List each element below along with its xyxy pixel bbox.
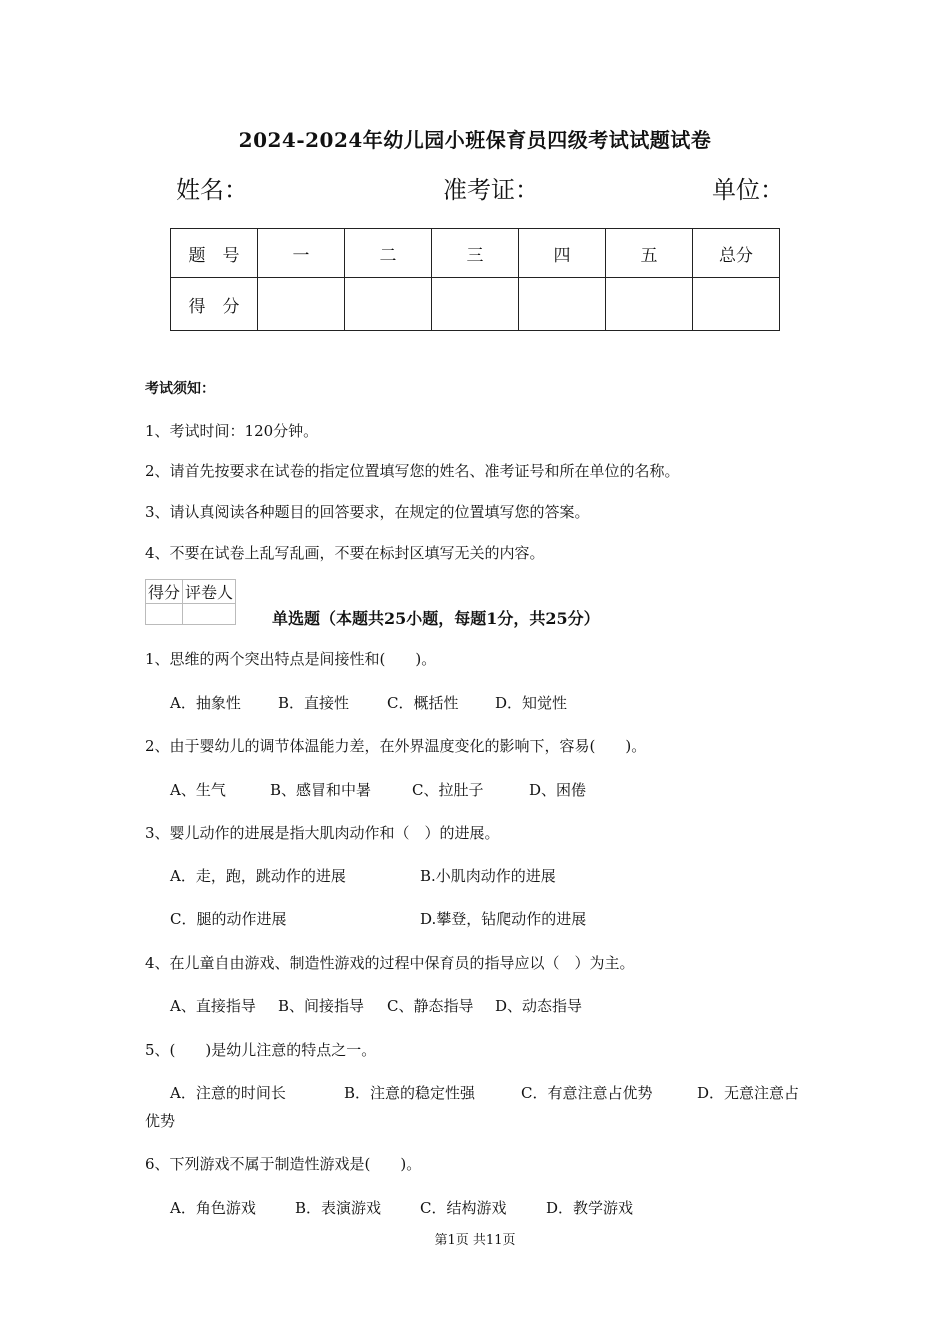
question-stem: 3、婴儿动作的进展是指大肌肉动作和（ ）的进展。 — [145, 824, 500, 842]
section-title: 单选题（本题共25小题，每题1分，共25分） — [272, 609, 600, 628]
option: C．概括性 — [387, 694, 459, 712]
score-cell[interactable] — [519, 278, 606, 331]
notice-item: 1、考试时间：120分钟。 — [145, 422, 319, 440]
score-header-5: 五 — [606, 229, 693, 278]
question-stem: 2、由于婴幼儿的调节体温能力差，在外界温度变化的影响下，容易( )。 — [145, 737, 647, 755]
grader-reviewer-label: 评卷人 — [183, 580, 236, 604]
option: B、间接指导 — [278, 997, 365, 1015]
option: A．走，跑，跳动作的进展 — [170, 867, 346, 885]
score-cell[interactable] — [693, 278, 780, 331]
name-label: 姓名： — [176, 176, 248, 204]
option: D．无意注意占 — [697, 1084, 800, 1102]
option: B．注意的稳定性强 — [344, 1084, 476, 1102]
option: A、生气 — [170, 781, 226, 799]
exam-id-label: 准考证： — [443, 176, 539, 204]
option: D、困倦 — [529, 781, 587, 799]
option: C、静态指导 — [387, 997, 474, 1015]
option: A．注意的时间长 — [170, 1084, 286, 1102]
score-header-2: 二 — [345, 229, 432, 278]
score-header-3: 三 — [432, 229, 519, 278]
option: C．结构游戏 — [420, 1199, 507, 1217]
score-header-label: 题 号 — [171, 229, 258, 278]
option: D．教学游戏 — [546, 1199, 634, 1217]
option: B．表演游戏 — [295, 1199, 382, 1217]
question-stem: 4、在儿童自由游戏、制造性游戏的过程中保育员的指导应以（ ）为主。 — [145, 954, 635, 972]
score-row-label: 得 分 — [171, 278, 258, 331]
grader-reviewer-cell[interactable] — [183, 604, 236, 625]
score-cell[interactable] — [258, 278, 345, 331]
option: B、感冒和中暑 — [270, 781, 372, 799]
exam-title: 2024-2024年幼儿园小班保育员四级考试试题试卷 — [238, 128, 712, 152]
score-header-4: 四 — [519, 229, 606, 278]
score-cell[interactable] — [606, 278, 693, 331]
score-header-total: 总分 — [693, 229, 780, 278]
option: D．知觉性 — [495, 694, 568, 712]
score-cell[interactable] — [345, 278, 432, 331]
option: C、拉肚子 — [412, 781, 484, 799]
notice-item: 3、请认真阅读各种题目的回答要求，在规定的位置填写您的答案。 — [145, 503, 590, 521]
option-wrap: 优势 — [145, 1112, 176, 1130]
question-stem: 1、思维的两个突出特点是间接性和( )。 — [145, 650, 437, 668]
unit-label: 单位： — [712, 176, 784, 204]
option: C．腿的动作进展 — [170, 910, 287, 928]
score-header-1: 一 — [258, 229, 345, 278]
question-stem: 5、( )是幼儿注意的特点之一。 — [145, 1041, 377, 1059]
option: B．直接性 — [278, 694, 350, 712]
option: B.小肌肉动作的进展 — [420, 867, 556, 885]
grader-score-cell[interactable] — [146, 604, 183, 625]
option: D.攀登，钻爬动作的进展 — [420, 910, 587, 928]
score-cell[interactable] — [432, 278, 519, 331]
option: D、动态指导 — [495, 997, 583, 1015]
question-stem: 6、下列游戏不属于制造性游戏是( )。 — [145, 1155, 422, 1173]
option: C．有意注意占优势 — [521, 1084, 653, 1102]
option: A．角色游戏 — [170, 1199, 256, 1217]
page-footer: 第1页 共11页 — [434, 1233, 516, 1248]
score-table — [170, 228, 780, 331]
grader-box — [145, 579, 236, 625]
grader-score-label: 得分 — [146, 580, 183, 604]
option: A、直接指导 — [170, 997, 256, 1015]
notice-title: 考试须知： — [145, 381, 215, 397]
notice-item: 4、不要在试卷上乱写乱画，不要在标封区填写无关的内容。 — [145, 544, 545, 562]
option: A．抽象性 — [170, 694, 241, 712]
notice-item: 2、请首先按要求在试卷的指定位置填写您的姓名、准考证号和所在单位的名称。 — [145, 462, 680, 480]
